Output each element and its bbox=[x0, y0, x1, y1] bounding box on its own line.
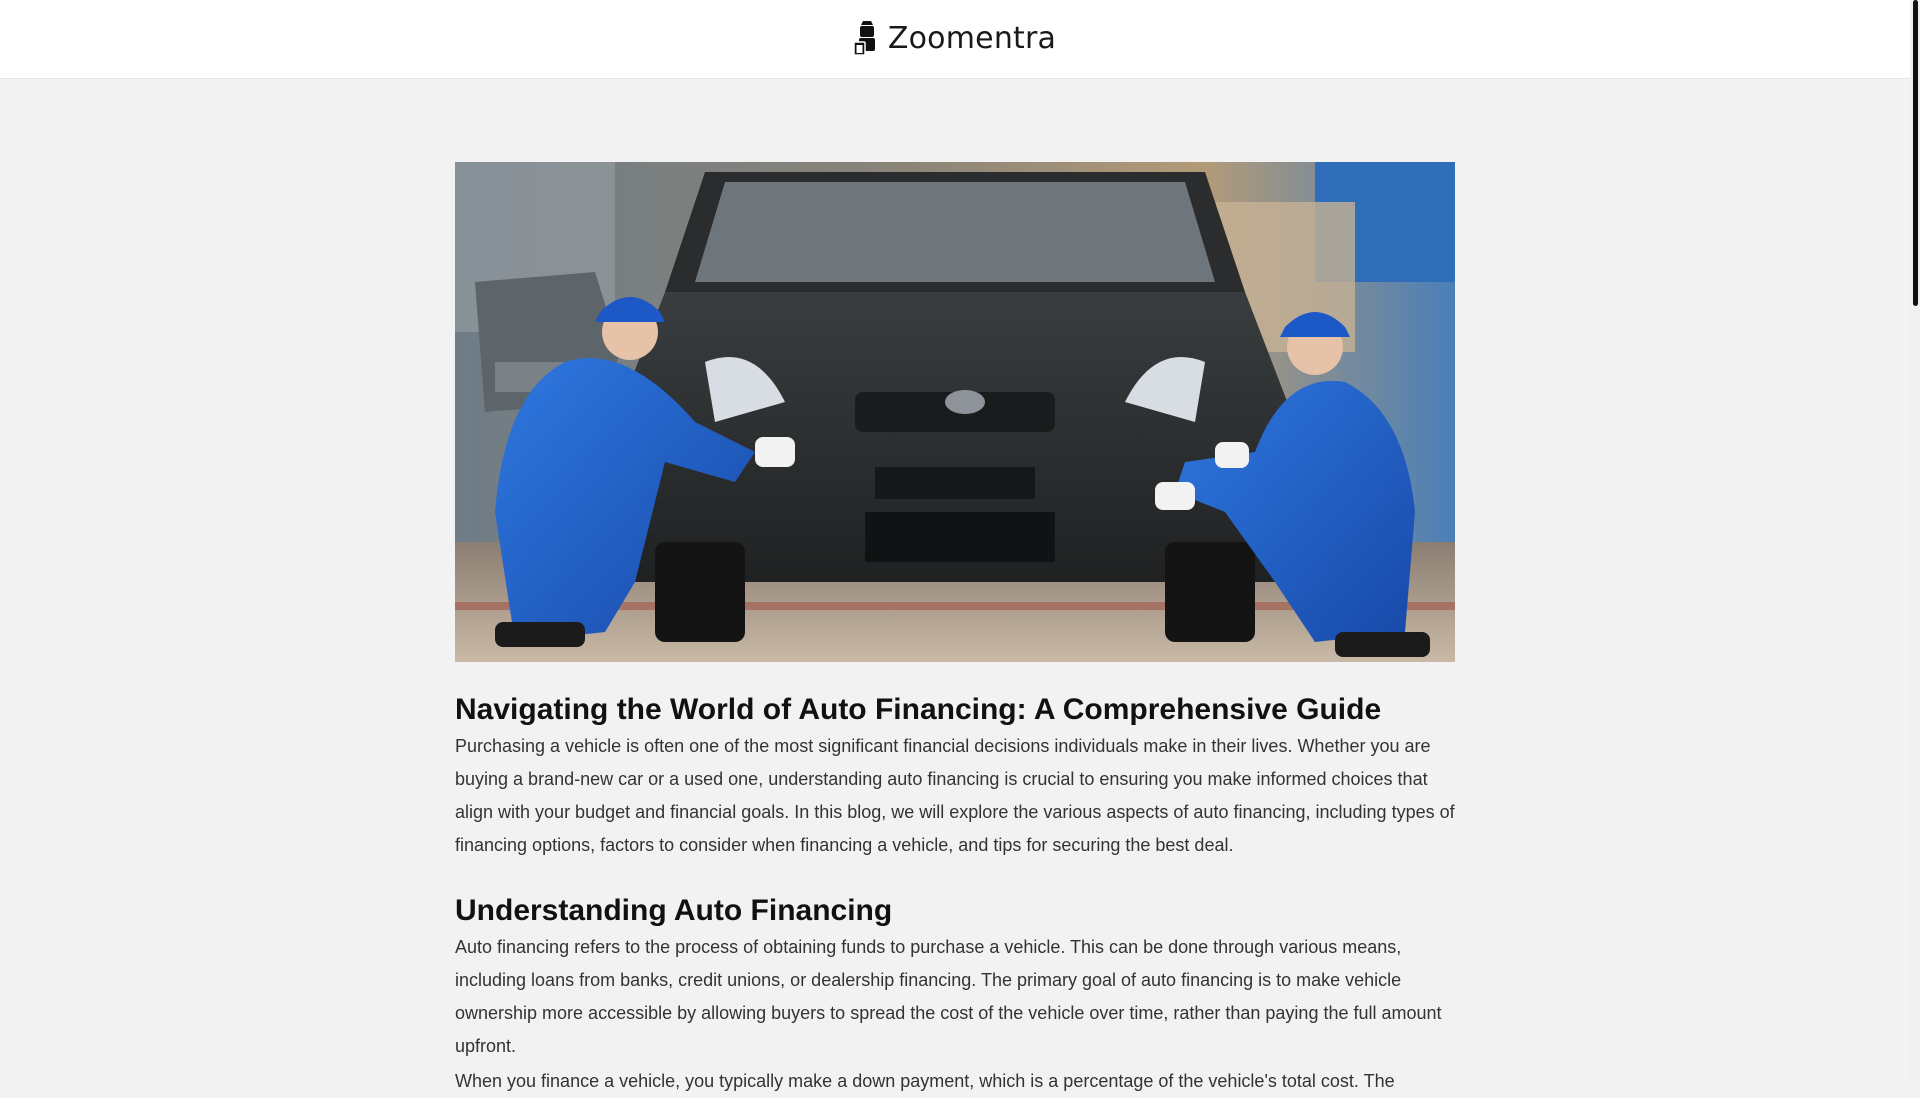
section-paragraph: Auto financing refers to the process of obtaining funds to purchase a vehicle. This can be done through various means, including loans from banks, credit unions, or dealership financing. The primary goal of auto financing is to make vehicle ownership more accessible by allowing buyers to spread the cost of the vehicle over time, rather than paying the full amount upfront. bbox=[455, 937, 1442, 1056]
scrollbar-thumb[interactable] bbox=[1913, 0, 1918, 306]
section-paragraph: When you finance a vehicle, you typically make a down payment, which is a percentage of the vehicle's total cost. The bbox=[455, 1071, 1395, 1091]
section-heading-understanding-auto-financing: Understanding Auto Financing bbox=[455, 894, 893, 927]
article-content bbox=[455, 162, 1455, 1098]
article-intro-paragraph: Purchasing a vehicle is often one of the most significant financial decisions individuals make in their lives. Whether you are buying a brand-new car or a used one, understanding auto financing is crucial to ensuring you make informed choices that align with your budget and financial goals. In this blog, we will explore the various aspects of auto financing, including types of financing options, factors to consider when financing a vehicle, and tips for securing the best deal. bbox=[455, 736, 1455, 855]
page-scrollbar[interactable] bbox=[1910, 0, 1920, 1080]
site-logo-link[interactable] bbox=[854, 20, 1056, 56]
article-title: Navigating the World of Auto Financing: A Comprehensive Guide bbox=[455, 693, 1382, 726]
site-brand-name: Zoomentra bbox=[887, 20, 1057, 56]
hero-image bbox=[455, 162, 1455, 662]
logo-icon bbox=[854, 20, 880, 56]
site-header bbox=[0, 0, 1910, 79]
